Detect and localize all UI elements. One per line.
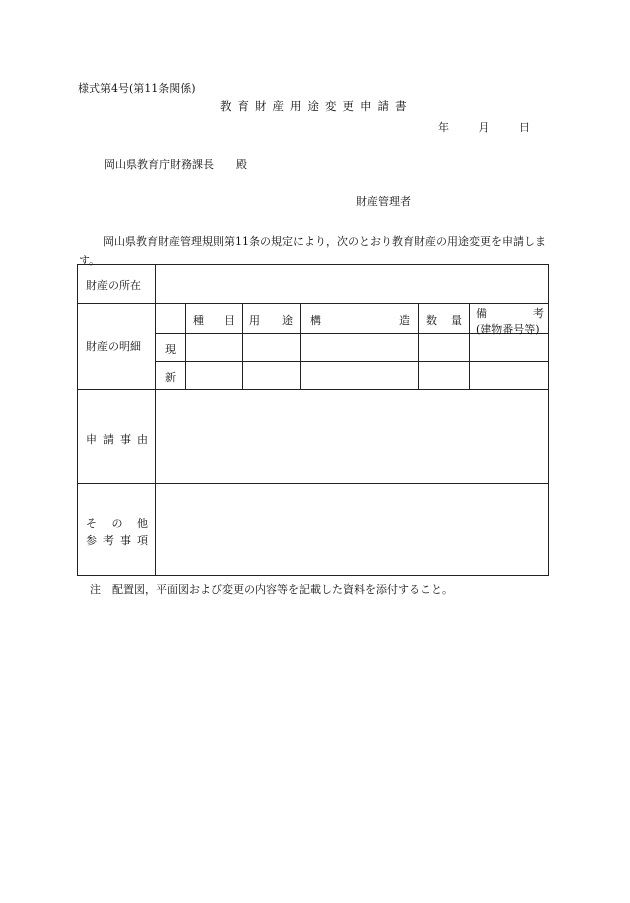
addressee: 岡山県教育庁財務課長 殿 [104, 158, 247, 171]
col-type-header: 種 目 [193, 314, 235, 327]
col-quantity-header: 数 量 [426, 314, 462, 327]
attachment-note: 注 配置図，平面図および変更の内容等を記載した資料を添付すること。 [90, 583, 453, 596]
col-structure-header: 構 造 [310, 314, 410, 327]
document-title: 教育財産用途変更申請書 [220, 99, 413, 113]
reference-items-label: 参 考 事 項 [86, 534, 148, 547]
col-remarks-subheader: (建物番号等) [476, 323, 540, 336]
date-month: 月 [478, 121, 490, 134]
other-label: そ の 他 [86, 517, 148, 530]
date-line [438, 119, 530, 135]
col-use-header: 用 途 [249, 314, 293, 327]
col-remarks-header: 備 考 (建物番号等) [476, 307, 544, 336]
row-current-label: 現 [165, 343, 176, 356]
application-statement: 岡山県教育財産管理規則第11条の規定により，次のとおり教育財産の用途変更を申請します。 [79, 235, 546, 267]
date-day: 日 [519, 121, 530, 134]
row-new-label: 新 [165, 371, 176, 384]
application-table [77, 264, 549, 576]
property-manager-label: 財産管理者 [356, 195, 411, 208]
property-location-label: 財産の所在 [86, 279, 141, 292]
application-reason-label: 申 請 事 由 [86, 433, 148, 446]
date-year: 年 [438, 121, 449, 134]
property-details-label: 財産の明細 [86, 340, 141, 353]
form-number: 様式第4号(第11条関係) [78, 82, 196, 95]
